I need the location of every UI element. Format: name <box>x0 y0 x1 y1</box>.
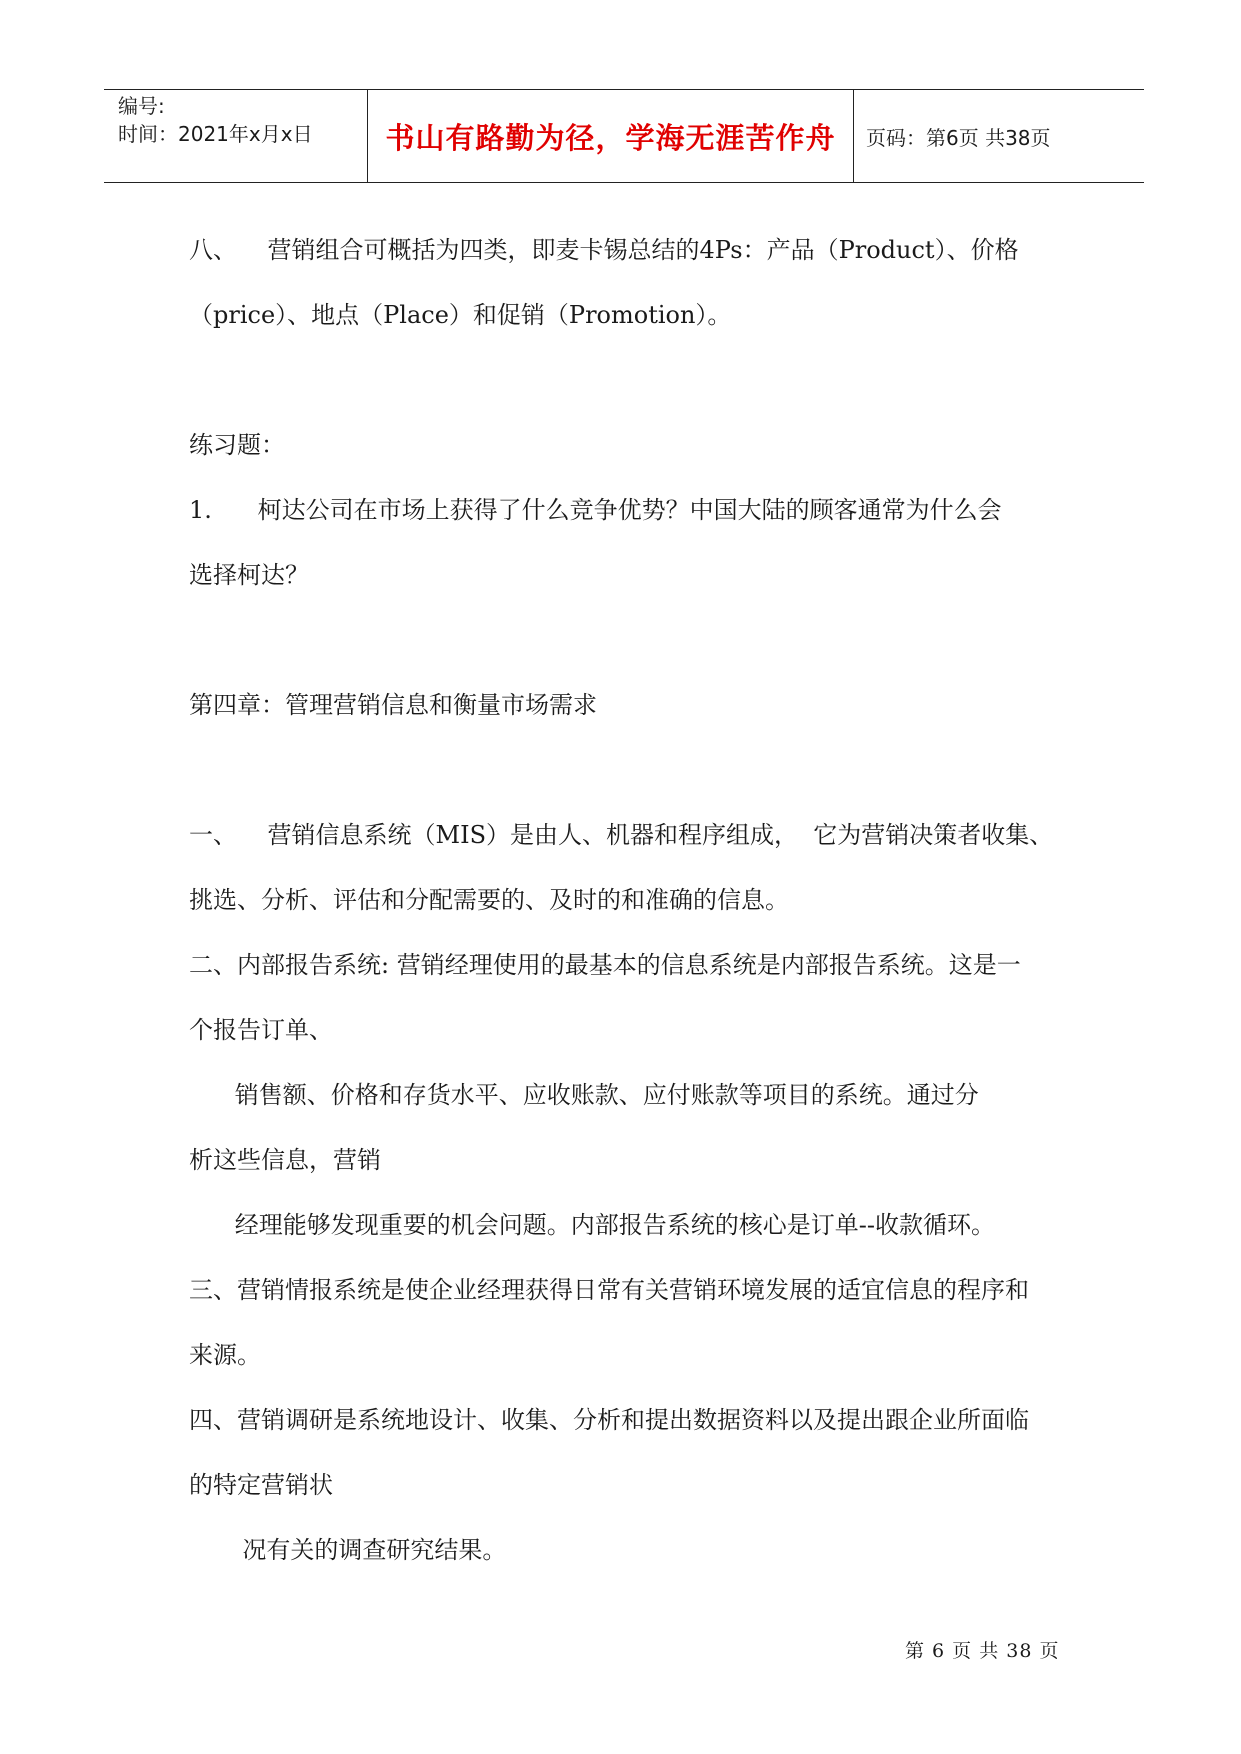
line-18: 况有关的调查研究结果。 <box>189 1536 507 1564</box>
line-16: 四、营销调研是系统地设计、收集、分析和提出数据资料以及提出跟企业所面临 <box>189 1406 1029 1434</box>
header-motto-cell <box>368 90 854 182</box>
line-6: 第四章：管理营销信息和衡量市场需求 <box>189 691 597 719</box>
line-15: 来源。 <box>189 1341 261 1369</box>
line-2: （price）、地点（Place）和促销（Promotion）。 <box>189 301 732 329</box>
line-12: 析这些信息，营销 <box>189 1146 381 1174</box>
line-13: 经理能够发现重要的机会问题。内部报告系统的核心是订单--收款循环。 <box>189 1211 995 1239</box>
line-14: 三、营销情报系统是使企业经理获得日常有关营销环境发展的适宜信息的程序和 <box>189 1276 1029 1304</box>
line-10: 个报告订单、 <box>189 1016 333 1044</box>
page-footer: 第 6 页 共 38 页 <box>905 1640 1060 1662</box>
motto-text: 书山有路勤为径，学海无涯苦作舟 <box>385 120 836 155</box>
line-4: 1. 柯达公司在市场上获得了什么竞争优势？中国大陆的顾客通常为什么会 <box>189 496 1002 524</box>
line-8: 挑选、分析、评估和分配需要的、及时的和准确的信息。 <box>189 886 789 914</box>
number-label: 编号: <box>118 94 165 118</box>
line-17: 的特定营销状 <box>189 1471 333 1499</box>
header-page-code <box>854 90 1144 182</box>
header-meta <box>104 90 368 182</box>
line-5: 选择柯达？ <box>189 561 309 589</box>
line-1: 八、 营销组合可概括为四类，即麦卡锡总结的4Ps：产品（Product）、价格 <box>189 236 1019 264</box>
line-9: 二、内部报告系统: 营销经理使用的最基本的信息系统是内部报告系统。这是一 <box>189 951 1021 979</box>
page-header <box>104 89 1144 183</box>
line-7: 一、 营销信息系统（MIS）是由人、机器和程序组成， 它为营销决策者收集、 <box>189 821 1054 849</box>
page-code-text: 页码：第6页 共38页 <box>866 125 1051 150</box>
time-label: 时间：2021年x月x日 <box>118 122 313 146</box>
line-11: 销售额、价格和存货水平、应收账款、应付账款等项目的系统。通过分 <box>189 1081 979 1109</box>
line-3: 练习题： <box>189 431 285 459</box>
